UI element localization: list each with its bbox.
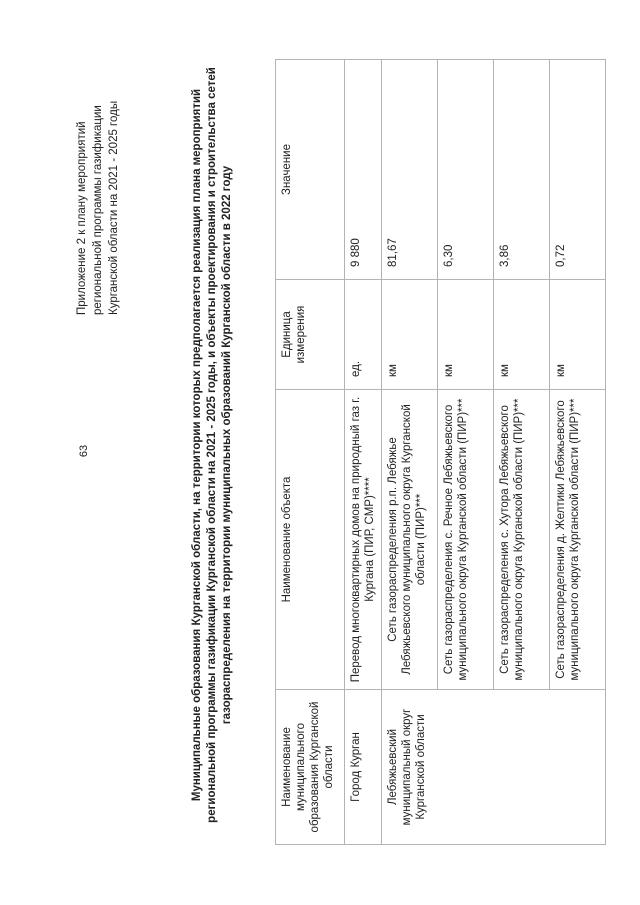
header-value: Значение bbox=[276, 60, 345, 280]
header-object: Наименование объекта bbox=[276, 390, 345, 690]
cell-object: Сеть газораспределения р.п. Лебяжье Лебяжьевского муниципального округа Курганской области (ПИР)*** bbox=[382, 390, 438, 690]
cell-value: 81,67 bbox=[382, 60, 438, 280]
cell-object: Сеть газораспределения д. Желтики Лебяжьевского муниципального округа Курганской области (ПИР)*** bbox=[550, 390, 606, 690]
cell-unit: км bbox=[438, 280, 494, 390]
cell-unit: км bbox=[382, 280, 438, 390]
cell-municipality: Лебяжьевский муниципальный округ Курганской области bbox=[382, 690, 606, 845]
header-municipality: Наименование муниципального образования Курганской области bbox=[276, 690, 345, 845]
appendix-line: Курганской области на 2021 - 2025 годы bbox=[108, 100, 120, 315]
cell-value: 6,30 bbox=[438, 60, 494, 280]
cell-unit: ед. bbox=[345, 280, 382, 390]
cell-unit: км bbox=[550, 280, 606, 390]
cell-value: 9 880 bbox=[345, 60, 382, 280]
header-unit: Единица измерения bbox=[276, 280, 345, 390]
appendix-note bbox=[74, 15, 122, 315]
appendix-line: региональной программы газификации bbox=[92, 105, 104, 315]
page-number: 63 bbox=[78, 444, 90, 458]
cell-object: Перевод многоквартирных домов на природный газ г. Кургана (ПИР, СМР)**** bbox=[345, 390, 382, 690]
cell-unit: км bbox=[494, 280, 550, 390]
cell-object: Сеть газораспределения с. Хутора Лебяжьевского муниципального округа Курганской области (ПИР)*** bbox=[494, 390, 550, 690]
table-row bbox=[345, 60, 382, 845]
table-header-row bbox=[276, 60, 345, 845]
cell-value: 3,86 bbox=[494, 60, 550, 280]
appendix-line: Приложение 2 к плану мероприятий bbox=[76, 121, 88, 315]
table-row bbox=[382, 60, 438, 845]
cell-object: Сеть газораспределения с. Речное Лебяжьевского муниципального округа Курганской области (ПИР)*** bbox=[438, 390, 494, 690]
objects-table bbox=[275, 59, 606, 845]
cell-value: 0,72 bbox=[550, 60, 606, 280]
cell-municipality: Город Курган bbox=[345, 690, 382, 845]
document-heading: Муниципальные образования Курганской области, на территории которых предполагается реализация плана мероприятий региональной программы газификации Курганской области на 2021 - 2025 годы, и объекты проектирования и строительства сетей газораспределения на территории муниципальных образований Курганской области в 2022 году bbox=[191, 67, 233, 823]
